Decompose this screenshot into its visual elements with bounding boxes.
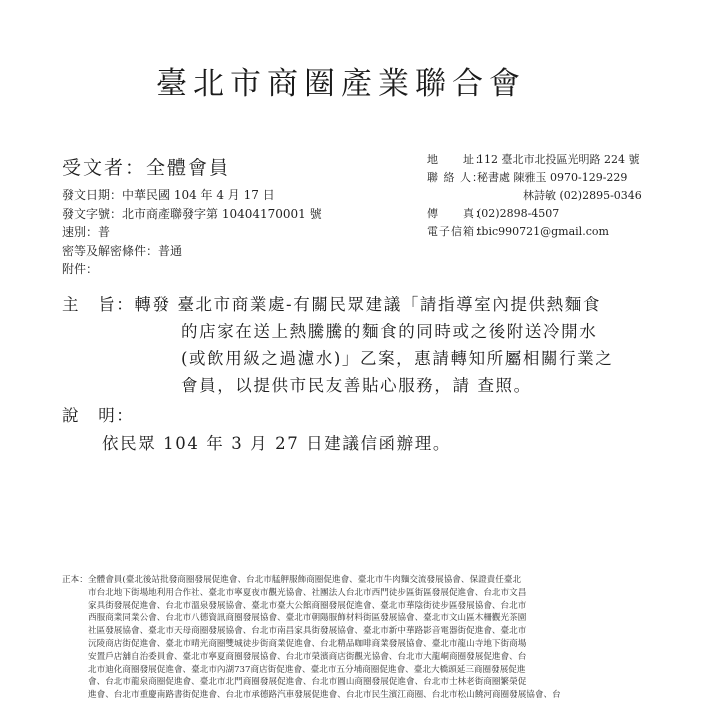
address-value: 112 臺北市北投區光明路 224 號 bbox=[477, 153, 640, 166]
contact-person-2: 林詩敏 (02)2895-0346 bbox=[523, 189, 642, 202]
cc-line: 社區發展協會、臺北市天母商圈發展協會、台北市南昌家具街發展協會、臺北市新中華路影音電器街促進會、臺北市 bbox=[88, 626, 527, 637]
issue-date: 發文日期：中華民國 104 年 4 月 17 日 bbox=[62, 188, 275, 202]
cc-line: 安置戶店舖自治委員會、臺北市寧夏商圈發展協會、台北市榮濱商店街觀光協會、台北市大龍峒商圈發展促進會、台 bbox=[88, 651, 527, 662]
document-meta bbox=[62, 186, 322, 279]
cc-line: 北市迪化商圈發展促進會、臺北市內湖737商店街促進會、臺北市五分埔商圈促進會、臺北大橋頭延三商圈發展促進 bbox=[88, 664, 526, 675]
cc-line bbox=[62, 574, 622, 587]
explanation-body: 依民眾 104 年 3 月 27 日建議信函辦理。 bbox=[102, 434, 451, 453]
cc-line: 西服商業同業公會、台北市八德資訊商圈發展協會、臺北市朝陽服飾材料街區發展協會、臺北市文山區木柵觀光茶園 bbox=[88, 613, 527, 624]
subject-line-4: 會員，以提供市民友善貼心服務，請 查照。 bbox=[181, 376, 532, 395]
delivery-speed: 速別：普 bbox=[62, 225, 111, 239]
security-level: 密等及解密條件：普通 bbox=[62, 243, 183, 258]
fax-value: (02)2898-4507 bbox=[477, 207, 560, 220]
contact-email bbox=[427, 223, 642, 241]
cc-line: 進會、台北市重慶南路書街促進會、台北市承德路汽車發展促進會、台北市民生濱江商圈、台北市松山饒河商圈發展協會、台 bbox=[88, 690, 561, 701]
explanation-section bbox=[62, 402, 451, 458]
document-number: 發文字號：北市商產聯發字第 10404170001 號 bbox=[62, 206, 322, 221]
cc-label: 正本： bbox=[62, 575, 88, 585]
contact-person bbox=[427, 169, 642, 187]
cc-line: 沅陵商店街促進會、臺北市晴光商圈雙城徒步街商業促進會、台北精品咖啡商業發展協會、臺北市龍山寺地下街商場 bbox=[88, 638, 527, 649]
email-value[interactable]: tbic990721@gmail.com bbox=[477, 225, 609, 238]
contact-block bbox=[427, 151, 642, 241]
cc-text: 全體會員(臺北後站批發商圈發展促進會、台北市艋舺服飾商圈促進會、臺北市牛肉麵交流發展協會、保證責任臺北 bbox=[88, 575, 522, 585]
contact-fax bbox=[427, 205, 642, 223]
contact-address bbox=[427, 151, 642, 169]
subject-section bbox=[62, 291, 613, 399]
cc-line: 市台北地下街場地利用合作社、臺北市寧夏夜市觀光協會、社團法人台北市西門徒步區街區發展促進會、台北市文昌 bbox=[88, 587, 527, 598]
subject-line-1 bbox=[62, 291, 613, 318]
cc-line: 會、台北市龍泉商圈促進會、臺北市北門商圈發展促進會、台北市圓山商圈發展促進會、台北市士林老街商圈繁榮促 bbox=[88, 677, 527, 688]
email-label: 電子信箱： bbox=[427, 225, 487, 238]
person-label: 聯 絡 人： bbox=[427, 171, 484, 184]
subject-line-2: 的店家在送上熱騰騰的麵食的同時或之後附送冷開水 bbox=[181, 322, 598, 341]
address-label: 地 址： bbox=[427, 153, 487, 166]
recipient-line: 受文者：全體會員 bbox=[62, 157, 231, 179]
fax-label: 傳 真： bbox=[427, 207, 487, 220]
cc-line: 家具街發展促進會、台北市溫泉發展協會、臺北市臺大公館商圈發展促進會、臺北市華陰街徒步區發展協會、台北市 bbox=[88, 600, 527, 611]
subject-text: 轉發 臺北市商業處-有關民眾建議「請指導室內提供熱麵食 bbox=[134, 295, 601, 314]
subject-line-3: (或飲用級之過濾水)」乙案，惠請轉知所屬相關行業之 bbox=[181, 349, 614, 368]
explanation-label: 說 明： bbox=[62, 406, 135, 425]
attachment: 附件： bbox=[62, 262, 99, 276]
organization-title: 臺北市商圈產業聯合會 bbox=[156, 66, 526, 102]
subject-label: 主 旨： bbox=[62, 295, 135, 314]
cc-list bbox=[62, 574, 622, 702]
person-value: 秘書處 陳雅玉 0970-129-229 bbox=[477, 171, 628, 184]
